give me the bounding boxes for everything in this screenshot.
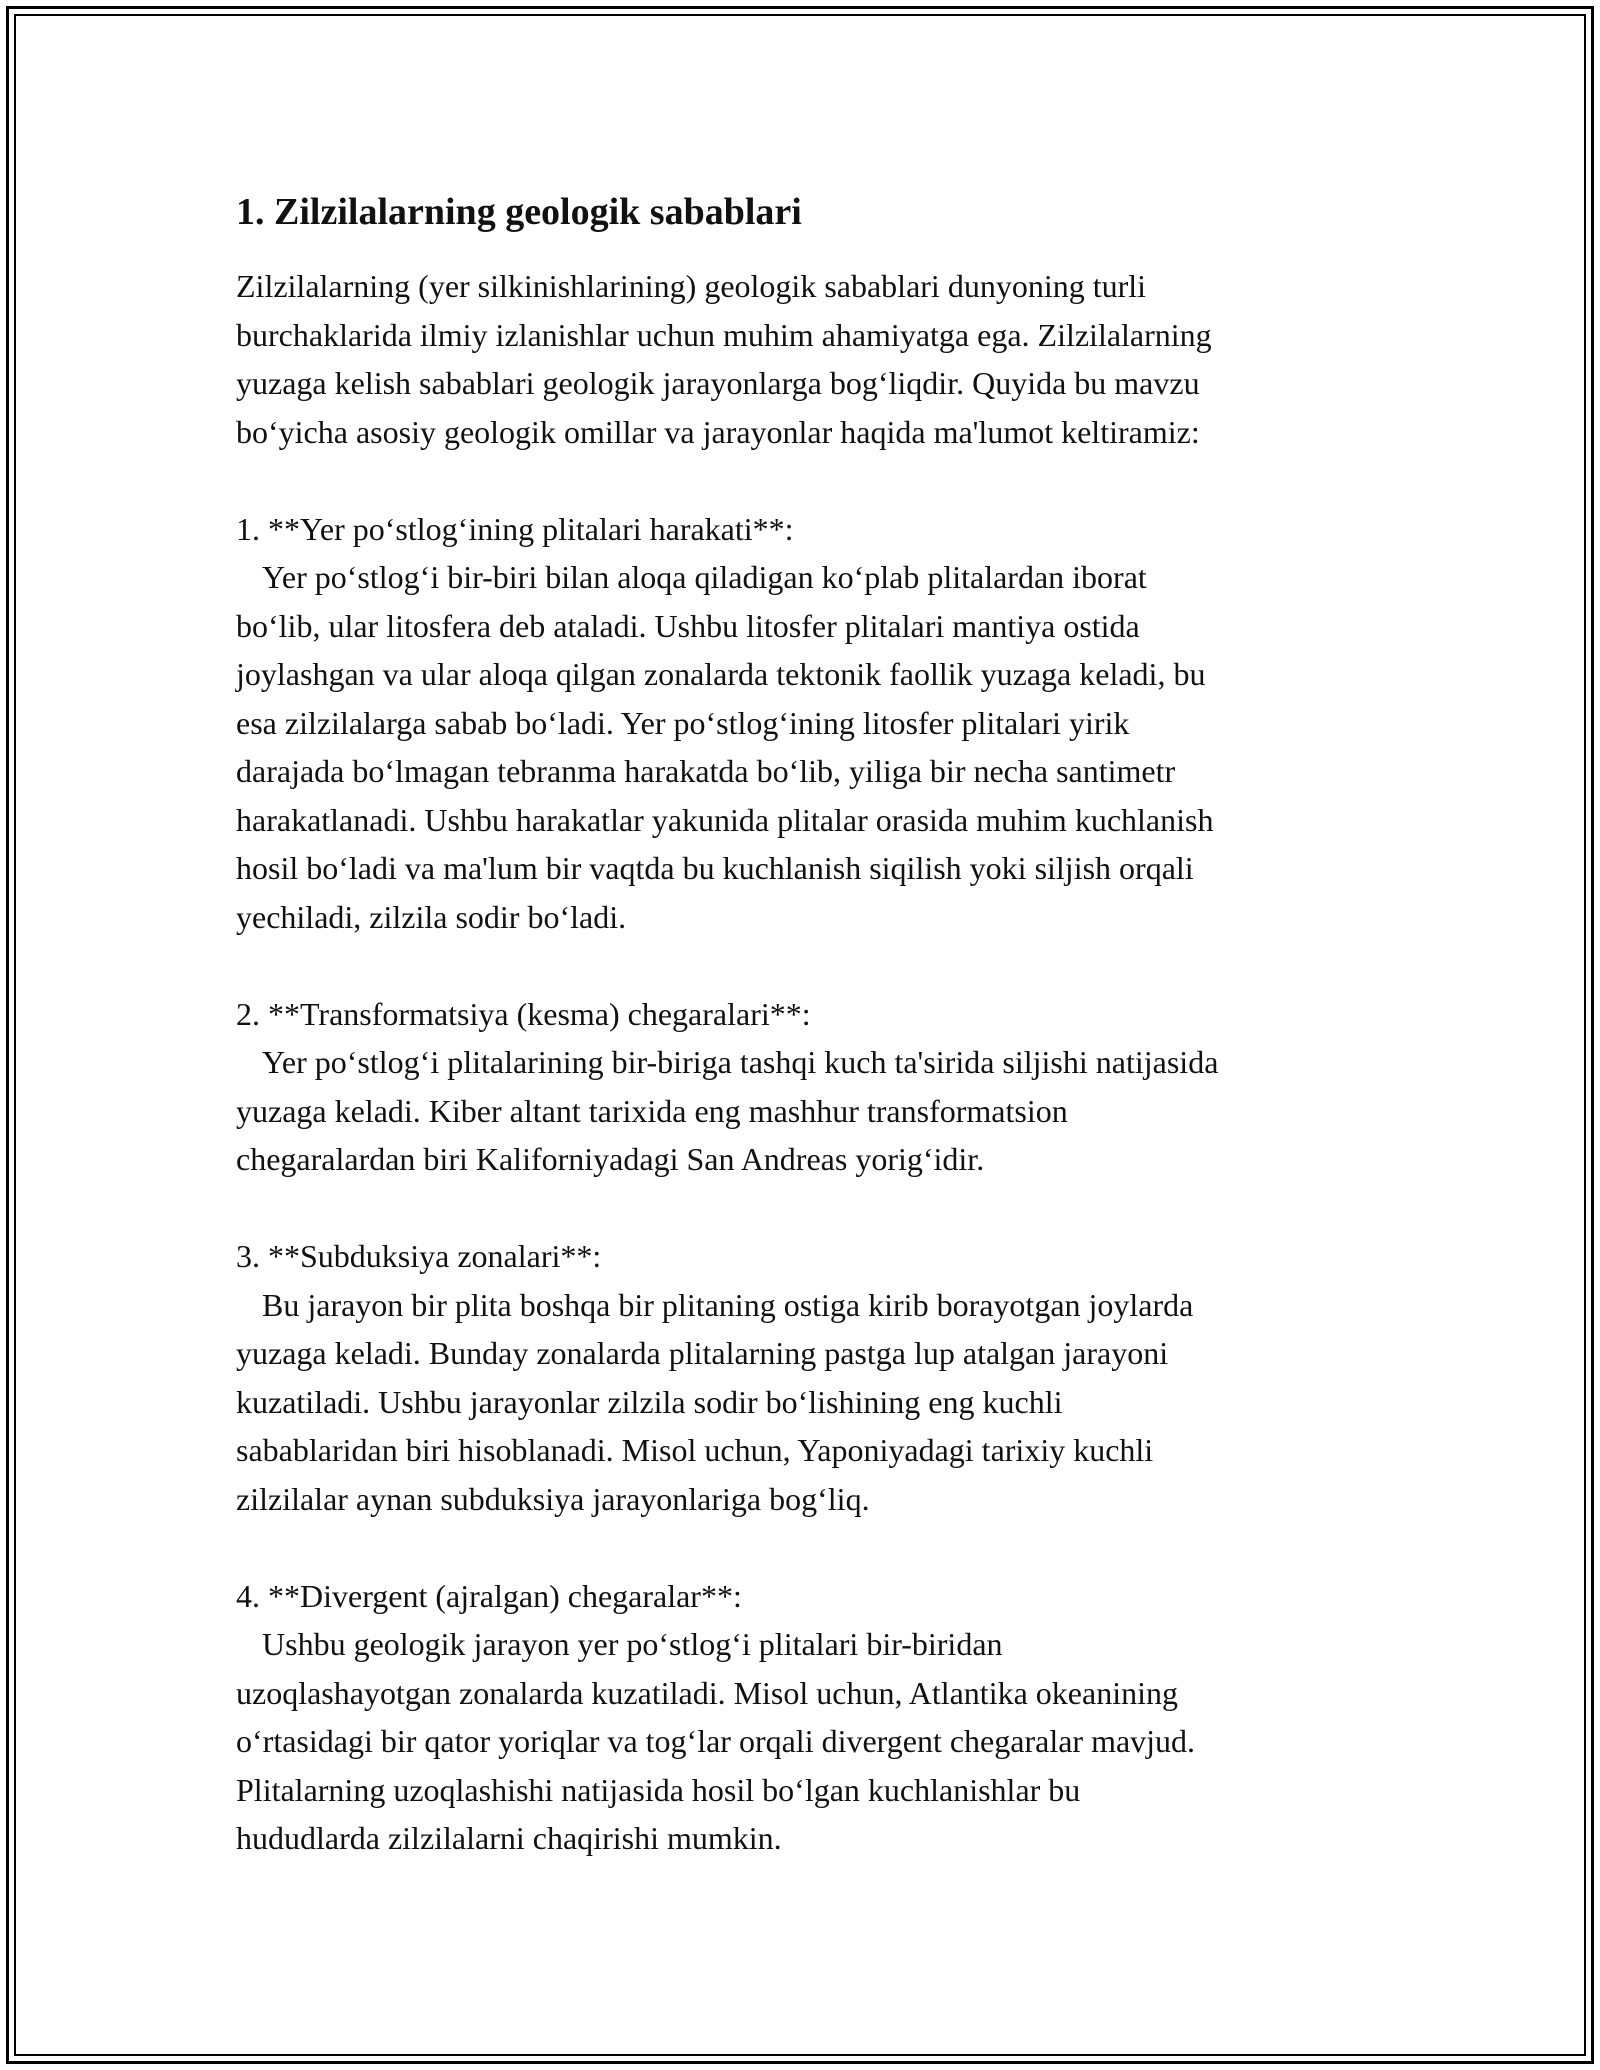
intro-line: bo‘yicha asosiy geologik omillar va jarayonlar haqida ma'lumot keltiramiz:: [236, 413, 1200, 450]
section-line: hududlarda zilzilalarni chaqirishi mumkin.: [236, 1820, 782, 1856]
intro-paragraph: [236, 262, 1386, 456]
section-line: kuzatiladi. Ushbu jarayonlar zilzila sodir bo‘lishining eng kuchli: [236, 1383, 1063, 1420]
section-heading: 1. **Yer po‘stlog‘ining plitalari harakati**:: [236, 510, 794, 547]
section-line: Plitalarning uzoqlashishi natijasida hosil bo‘lgan kuchlanishlar bu: [236, 1771, 1081, 1808]
section-line: bo‘lib, ular litosfera deb ataladi. Ushbu litosfer plitalari mantiya ostida: [236, 607, 1140, 644]
section-line: zilzilalar aynan subduksiya jarayonlariga bog‘liq.: [236, 1480, 870, 1517]
document-title: 1. Zilzilalarning geologik sabablari: [236, 191, 802, 233]
section-line: yechiladi, zilzila sodir bo‘ladi.: [236, 898, 627, 935]
section-heading: 4. **Divergent (ajralgan) chegaralar**:: [236, 1577, 742, 1614]
section-line: hosil bo‘ladi va ma'lum bir vaqtda bu kuchlanish siqilish yoki siljish orqali: [236, 850, 1194, 886]
section-line: Yer po‘stlog‘i plitalarining bir-biriga tashqi kuch ta'sirida siljishi natijasida: [262, 1044, 1219, 1080]
section-line: Ushbu geologik jarayon yer po‘stlog‘i plitalari bir-biridan: [262, 1626, 1003, 1662]
section-line: sabablaridan biri hisoblanadi. Misol uchun, Yaponiyadagi tarixiy kuchli: [236, 1432, 1154, 1468]
section-line: Bu jarayon bir plita boshqa bir plitaning ostiga kirib borayotgan joylarda: [262, 1286, 1194, 1323]
section-line: o‘rtasidagi bir qator yoriqlar va tog‘lar orqali divergent chegaralar mavjud.: [236, 1723, 1196, 1759]
intro-line: burchaklarida ilmiy izlanishlar uchun muhim ahamiyatga ega. Zilzilalarning: [236, 316, 1212, 353]
section-subduction: [236, 1232, 1386, 1523]
section-divergent: [236, 1572, 1386, 1863]
document-body: [236, 188, 1386, 1863]
section-line: uzoqlashayotgan zonalarda kuzatiladi. Misol uchun, Atlantika okeanining: [236, 1674, 1178, 1711]
section-plates: [236, 505, 1386, 942]
section-line: esa zilzilalarga sabab bo‘ladi. Yer po‘stlog‘ining litosfer plitalari yirik: [236, 704, 1130, 741]
intro-line: Zilzilalarning (yer silkinishlarining) geologik sabablari dunyoning turli: [236, 268, 1147, 304]
section-line: joylashgan va ular aloqa qilgan zonalarda tektonik faollik yuzaga keladi, bu: [236, 656, 1206, 692]
section-line: yuzaga keladi. Bunday zonalarda plitalarning pastga lup atalgan jarayoni: [236, 1335, 1169, 1371]
section-heading: 2. **Transformatsiya (kesma) chegaralari**:: [236, 995, 811, 1032]
section-heading: 3. **Subduksiya zonalari**:: [236, 1238, 602, 1274]
section-line: darajada bo‘lmagan tebranma harakatda bo‘lib, yiliga bir necha santimetr: [236, 753, 1176, 789]
section-transform: [236, 990, 1386, 1184]
intro-line: yuzaga kelish sabablari geologik jarayonlarga bog‘liqdir. Quyida bu mavzu: [236, 365, 1200, 401]
section-line: yuzaga keladi. Kiber altant tarixida eng mashhur transformatsion: [236, 1092, 1068, 1129]
section-line: harakatlanadi. Ushbu harakatlar yakunida plitalar orasida muhim kuchlanish: [236, 801, 1214, 838]
section-line: Yer po‘stlog‘i bir-biri bilan aloqa qiladigan ko‘plab plitalardan iborat: [262, 559, 1147, 595]
section-line: chegaralardan biri Kaliforniyadagi San Andreas yorig‘idir.: [236, 1141, 985, 1177]
